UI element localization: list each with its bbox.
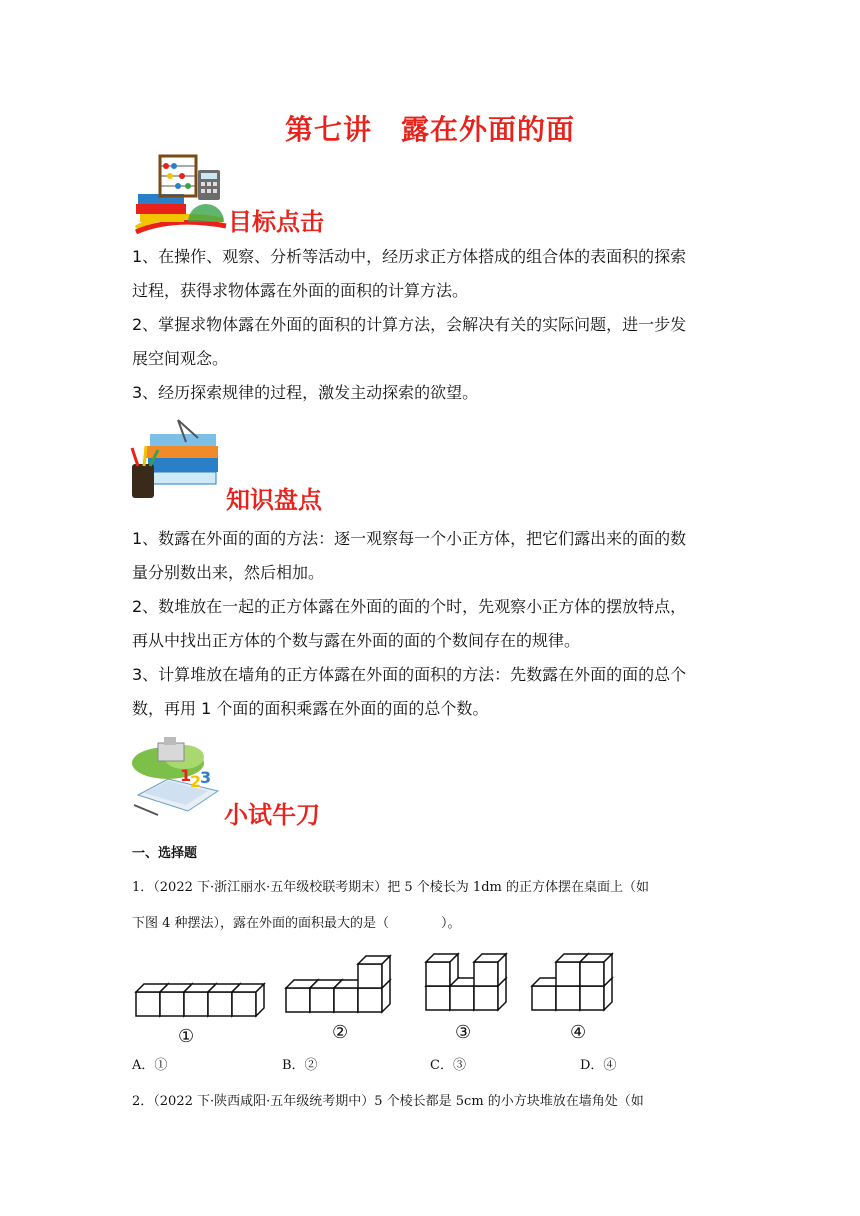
section-header-knowledge bbox=[128, 418, 388, 514]
knowledge-line: 量分别数出来，然后相加。 bbox=[132, 563, 325, 582]
figure-label-4: ④ bbox=[570, 1022, 587, 1043]
arrangement-3 bbox=[426, 954, 506, 1010]
svg-text:1: 1 bbox=[180, 766, 192, 785]
goals-line: 3、经历探索规律的过程，激发主动探索的欲望。 bbox=[132, 383, 479, 402]
knowledge-line: 2、数堆放在一起的正方体露在外面的面的个时，先观察小正方体的摆放特点， bbox=[132, 597, 687, 616]
question-2-line: 2．（2022 下·陕西咸阳·五年级统考期中）5 个棱长都是 5cm 的小方块堆放在墙角处（如 bbox=[132, 1094, 644, 1109]
section-label-knowledge: 知识盘点 bbox=[226, 486, 322, 514]
section-label-goals: 目标点击 bbox=[228, 208, 324, 236]
knowledge-line: 1、数露在外面的面的方法：逐一观察每一个小正方体，把它们露出来的面的数 bbox=[132, 529, 687, 548]
option-b[interactable]: B．② bbox=[282, 1058, 318, 1073]
arrangement-2 bbox=[286, 956, 390, 1012]
option-a[interactable]: A．① bbox=[132, 1058, 168, 1073]
knowledge-line: 3、计算堆放在墙角的正方体露在外面的面积的方法：先数露在外面的面的总个 bbox=[132, 665, 687, 684]
arrangement-1 bbox=[136, 984, 264, 1016]
section-header-goals bbox=[128, 150, 388, 240]
goals-line: 1、在操作、观察、分析等活动中，经历求正方体搭成的组合体的表面积的探索 bbox=[132, 247, 687, 266]
page-title: 第七讲 露在外面的面 bbox=[284, 113, 575, 146]
knowledge-text bbox=[132, 522, 732, 726]
section-label-practice: 小试牛刀 bbox=[224, 801, 320, 829]
svg-text:2: 2 bbox=[190, 772, 202, 791]
books-pencil-cup-icon bbox=[128, 418, 228, 503]
figure-label-3: ③ bbox=[455, 1022, 472, 1043]
knowledge-line: 数，再用 1 个面的面积乘露在外面的面的总个数。 bbox=[132, 699, 489, 718]
section-header-practice bbox=[128, 735, 388, 829]
abacus-books-icon bbox=[128, 150, 228, 235]
option-c[interactable]: C．③ bbox=[430, 1058, 466, 1073]
knowledge-line: 再从中找出正方体的个数与露在外面的面的个数间存在的规律。 bbox=[132, 631, 581, 650]
option-d[interactable]: D．④ bbox=[580, 1058, 617, 1073]
goals-line: 2、掌握求物体露在外面的面积的计算方法，会解决有关的实际问题，进一步发 bbox=[132, 315, 687, 334]
arrangement-4 bbox=[532, 954, 612, 1010]
question-1 bbox=[132, 870, 732, 942]
question-1-line: 1．（2022 下·浙江丽水·五年级校联考期末）把 5 个棱长为 1dm 的正方体摆在桌面上（如 bbox=[132, 880, 649, 895]
figure-label-2: ② bbox=[332, 1022, 349, 1043]
svg-text:3: 3 bbox=[200, 768, 212, 787]
question-2 bbox=[132, 1084, 732, 1120]
question-section-heading: 一、选择题 bbox=[132, 846, 198, 861]
goals-line: 过程，获得求物体露在外面的面积的计算方法。 bbox=[132, 281, 469, 300]
goals-line: 展空间观念。 bbox=[132, 349, 229, 368]
question-1-line: 下图 4 种摆法），露在外面的面积最大的是（ ）。 bbox=[132, 916, 461, 931]
goals-text bbox=[132, 240, 732, 410]
school-numbers-icon bbox=[128, 735, 228, 825]
figure-label-1: ① bbox=[178, 1026, 195, 1047]
